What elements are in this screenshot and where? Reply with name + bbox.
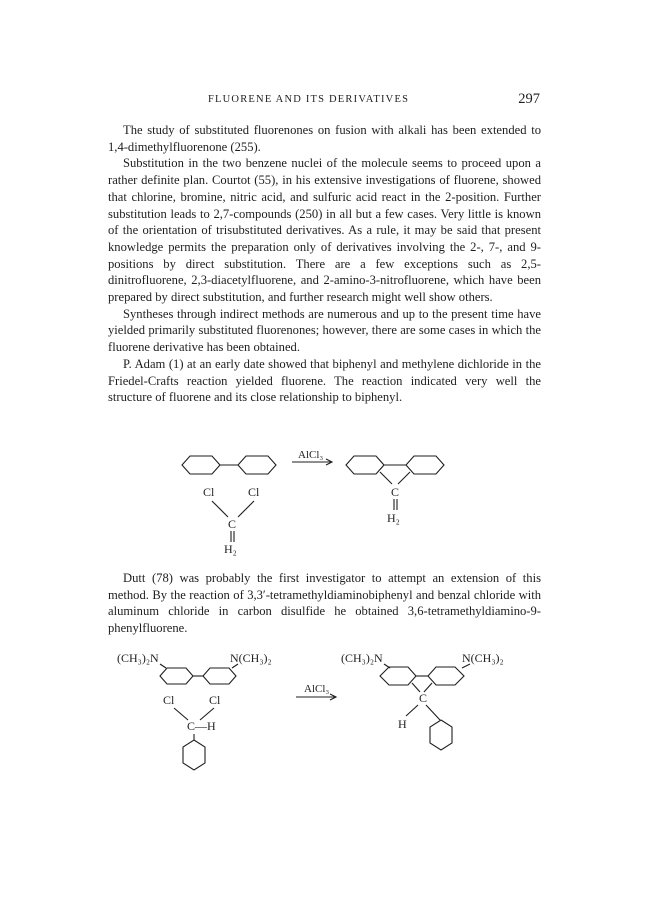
benzene-ring bbox=[182, 456, 220, 474]
phenyl-ring bbox=[183, 740, 205, 770]
reagent-label: AlCl₃ bbox=[304, 683, 330, 695]
hydrogen-label: H₂ bbox=[224, 542, 237, 556]
c-cl-bond bbox=[174, 708, 188, 720]
phenyl-ring bbox=[430, 720, 452, 750]
paragraph: P. Adam (1) at an early date showed that biphenyl and methylene dichloride in the Friedel-Crafts reaction yielded fluorene. The reaction indicated very well the structure of fluorene and its close relationship to biphenyl. bbox=[108, 356, 541, 405]
chlorine-label: Cl bbox=[209, 693, 221, 707]
c-cl-bond bbox=[238, 501, 254, 517]
c-h-bond bbox=[406, 705, 418, 716]
scheme-biphenyl-to-fluorene bbox=[182, 449, 444, 556]
carbon-label: C bbox=[419, 691, 428, 705]
page-number: 297 bbox=[518, 91, 540, 107]
n-ring-bond bbox=[160, 664, 166, 668]
paragraph: Substitution in the two benzene nuclei of the molecule seems to proceed upon a rather definite plan. Courtot (55), in his extensive investigations of fluorene, showed that chlorine, bromine, nitric acid, and sulfuric acid react in the 2-position. Further substitution leads to 2,7-compounds (250) in all but a few cases. Very little is known of the orientation of trisubstituted derivatives. As a rule, it may be said that present knowledge permits the preparation only of derivatives involving the 2-, 7-, and 9-positions by direct substitution. There are a few exceptions such as 2,5-dinitrofluorene, 2,3-diacetylfluorene, and 2-amino-3-nitrofluorene, which have been prepared by direct substitution, and further research might well show others. bbox=[108, 156, 541, 305]
carbon-label: C bbox=[391, 485, 400, 499]
paragraph: Syntheses through indirect methods are numerous and up to the present time have yielded primarily substituted fluorenones; however, there are some cases in which the fluorene derivative has been obtained. bbox=[108, 306, 541, 355]
benzene-ring bbox=[203, 668, 236, 684]
hydrogen-label: H bbox=[398, 717, 407, 731]
benzene-ring bbox=[380, 667, 416, 685]
c-phenyl-bond bbox=[426, 705, 440, 720]
running-title: FLUORENE AND ITS DERIVATIVES bbox=[208, 94, 410, 105]
c-cl-bond bbox=[212, 501, 228, 517]
dimethylamino-label: N(CH₃)₂ bbox=[462, 651, 504, 665]
carbon-label: C bbox=[228, 517, 237, 531]
dimethylamino-label: N(CH₃)₂ bbox=[230, 651, 272, 665]
dimethylamino-label: (CH₃)₂N bbox=[117, 651, 159, 665]
paragraph: Dutt (78) was probably the first investigator to attempt an extension of this method. By the reaction of 3,3′-tetramethyldiaminobiphenyl and benzal chloride with aluminum chloride in carbon disulfide he obtained 3,6-tetramethyldiamino-9-phenylfluorene. bbox=[108, 571, 541, 636]
benzene-ring bbox=[406, 456, 444, 474]
chlorine-label: Cl bbox=[163, 693, 175, 707]
c9-bond bbox=[380, 472, 392, 484]
benzene-ring bbox=[346, 456, 384, 474]
benzene-ring bbox=[428, 667, 464, 685]
benzene-ring bbox=[160, 668, 193, 684]
reagent-label: AlCl₃ bbox=[298, 449, 324, 461]
chlorine-label: Cl bbox=[248, 485, 260, 499]
dimethylamino-label: (CH₃)₂N bbox=[341, 651, 383, 665]
benzene-ring bbox=[238, 456, 276, 474]
hydrogen-label: H₂ bbox=[387, 511, 400, 525]
c9-bond bbox=[398, 472, 410, 484]
paragraph: The study of substituted fluorenones on fusion with alkali has been extended to 1,4-dimethylfluorenone (255). bbox=[108, 123, 541, 154]
ch-label: C—H bbox=[187, 719, 216, 733]
scheme-dutt-reaction bbox=[117, 651, 504, 770]
chlorine-label: Cl bbox=[203, 485, 215, 499]
